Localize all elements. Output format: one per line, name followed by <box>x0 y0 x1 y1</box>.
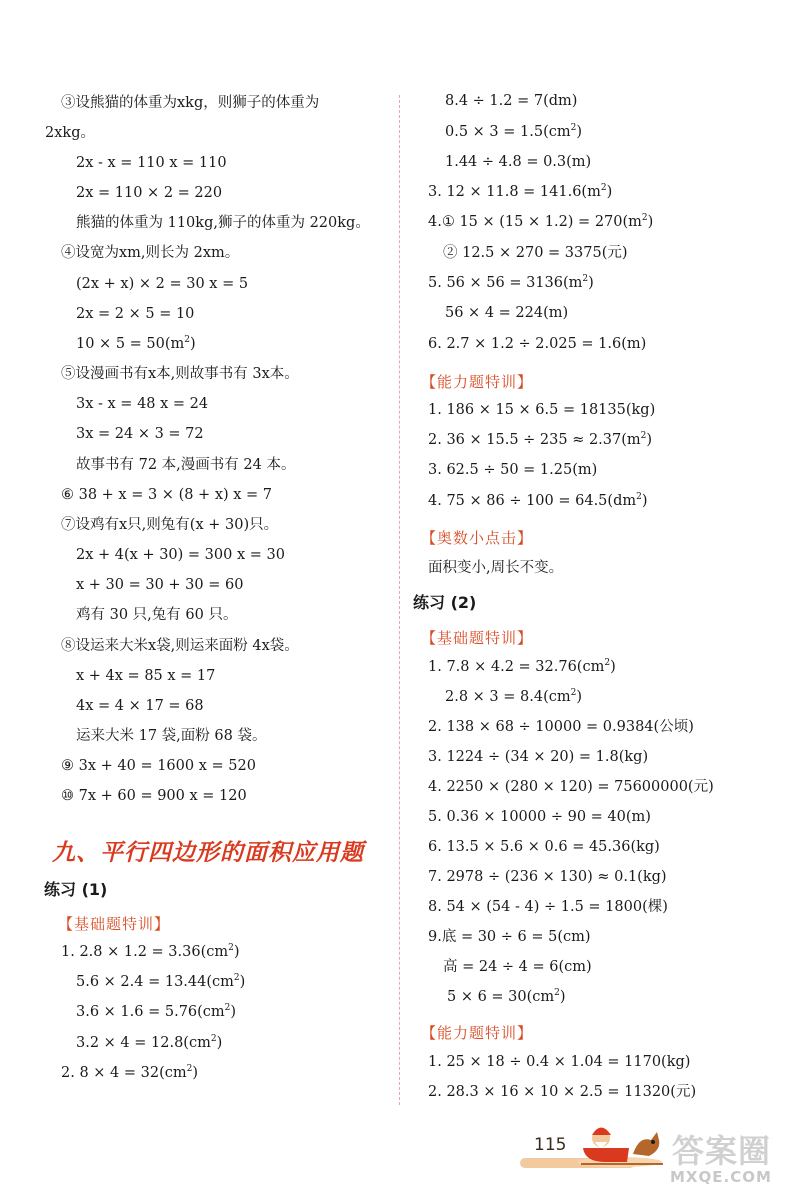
equation-line: 4. $75 \times 86 \div 100 = 64.5(dm^2)$ <box>428 492 648 509</box>
equation-line: $2.8 \times 3 = 8.4(cm^2)$ <box>445 688 583 705</box>
sleigh-decoration-icon <box>575 1118 665 1174</box>
section-tag: 【能力题特训】 <box>421 373 534 391</box>
equation-line: 3x = 24 × 3 = 72 <box>76 426 204 442</box>
equation-line: 1.44 ÷ 4.8 = 0.3(m) <box>445 154 592 170</box>
equation-line: $3.2 \times 4 = 12.8(cm^2)$ <box>76 1034 223 1051</box>
text-line: 2xkg。 <box>45 125 95 141</box>
equation-line: 高 = 24 ÷ 4 = 6(cm) <box>443 959 592 975</box>
answer-line: 故事书有 72 本,漫画书有 24 本。 <box>76 457 296 473</box>
equation-line: ⑨ 3x + 40 = 1600 x = 520 <box>61 758 256 774</box>
equation-line: 3. $12 \times 11.8 = 141.6(m^2)$ <box>428 183 613 200</box>
section-tag: 【基础题特训】 <box>58 915 171 933</box>
equation-line: $0.5 \times 3 = 1.5(cm^2)$ <box>445 123 583 140</box>
answer-line: 熊猫的体重为 110kg,狮子的体重为 220kg。 <box>76 215 370 231</box>
text-line: ⑤设漫画书有x本,则故事书有 3x本。 <box>61 366 299 382</box>
equation-line: 1. $2.8 \times 1.2 = 3.36(cm^2)$ <box>61 943 240 960</box>
equation-line: 6. 13.5 × 5.6 × 0.6 = 45.36(kg) <box>428 839 660 855</box>
equation-line: 8.4 ÷ 1.2 = 7(dm) <box>445 93 578 109</box>
equation-line: 2. 28.3 × 16 × 10 × 2.5 = 11320(元) <box>428 1084 697 1100</box>
equation-line: 2x = 2 × 5 = 10 <box>76 306 195 322</box>
text-line: ⑧设运来大米x袋,则运来面粉 4x袋。 <box>61 638 299 654</box>
equation-line: 4. 2250 × (280 × 120) = 75600000(元) <box>428 779 714 795</box>
section-tag: 【能力题特训】 <box>421 1024 534 1042</box>
equation-line: 2x = 110 × 2 = 220 <box>76 185 223 201</box>
answer-line: 面积变小,周长不变。 <box>428 560 564 576</box>
chapter-title: 九、平行四边形的面积应用题 <box>52 840 364 866</box>
equation-line: 2. $8 \times 4 = 32(cm^2)$ <box>61 1064 199 1081</box>
equation-line: 1. $7.8 \times 4.2 = 32.76(cm^2)$ <box>428 658 616 675</box>
equation-line: 7. 2978 ÷ (236 × 130) ≈ 0.1(kg) <box>428 869 667 885</box>
answer-line: 鸡有 30 只,兔有 60 只。 <box>76 607 238 623</box>
equation-line: $3.6 \times 1.6 = 5.76(cm^2)$ <box>76 1003 237 1020</box>
text-line: ③设熊猫的体重为xkg，则狮子的体重为 <box>61 95 320 111</box>
equation-line: 1. 186 × 15 × 6.5 = 18135(kg) <box>428 402 656 418</box>
equation-line: 2. $36 \times 15.5 \div 235 \approx 2.37(m^2)$ <box>428 431 653 448</box>
column-divider <box>399 95 400 1105</box>
text-line: ④设宽为xm,则长为 2xm。 <box>61 245 240 261</box>
answer-line: 运来大米 17 袋,面粉 68 袋。 <box>76 728 267 744</box>
equation-line: 8. 54 × (54 - 4) ÷ 1.5 = 1800(棵) <box>428 899 668 915</box>
equation-line: 1. 25 × 18 ÷ 0.4 × 1.04 = 1170(kg) <box>428 1054 691 1070</box>
equation-line: 2. 138 × 68 ÷ 10000 = 0.9384(公顷) <box>428 719 694 735</box>
equation-line: ⑩ 7x + 60 = 900 x = 120 <box>61 788 247 804</box>
equation-line: $5.6 \times 2.4 = 13.44(cm^2)$ <box>76 973 246 990</box>
practice-heading: 练习 (2) <box>413 593 477 612</box>
equation-line: 2x - x = 110 x = 110 <box>76 155 227 171</box>
equation-line: 2x + 4(x + 30) = 300 x = 30 <box>76 547 285 563</box>
equation-line: 3. 62.5 ÷ 50 = 1.25(m) <box>428 462 598 478</box>
equation-line: x + 4x = 85 x = 17 <box>76 668 216 684</box>
equation-line: 4x = 4 × 17 = 68 <box>76 698 204 714</box>
practice-heading: 练习 (1) <box>44 880 108 899</box>
watermark-url: MXQE.COM <box>670 1168 772 1186</box>
equation-line: (2x + x) × 2 = 30 x = 5 <box>76 276 249 292</box>
equation-line: $10 \times 5 = 50(m^2)$ <box>76 335 196 352</box>
equation-line: 5. 0.36 × 10000 ÷ 90 = 40(m) <box>428 809 651 825</box>
equation-line: ⑥ 38 + x = 3 × (8 + x) x = 7 <box>61 487 273 503</box>
equation-line: 56 × 4 = 224(m) <box>445 305 569 321</box>
equation-line: ② 12.5 × 270 = 3375(元) <box>443 245 628 261</box>
equation-line: 3x - x = 48 x = 24 <box>76 396 209 412</box>
section-tag: 【基础题特训】 <box>421 629 534 647</box>
equation-line: 5. $56 \times 56 = 3136(m^2)$ <box>428 274 594 291</box>
equation-line: x + 30 = 30 + 30 = 60 <box>76 577 244 593</box>
page-number: 115 <box>534 1135 567 1155</box>
equation-line: 6. 2.7 × 1.2 ÷ 2.025 = 1.6(m) <box>428 336 647 352</box>
section-tag: 【奥数小点击】 <box>421 529 534 547</box>
equation-line: $5 \times 6 = 30(cm^2)$ <box>447 988 566 1005</box>
text-line: ⑦设鸡有x只,则兔有(x + 30)只。 <box>61 517 279 533</box>
watermark-logo: 答案圈 <box>672 1132 772 1170</box>
equation-line: 3. 1224 ÷ (34 × 20) = 1.8(kg) <box>428 749 649 765</box>
equation-line: 4.① $15 \times (15 \times 1.2) = 270(m^2)$ <box>428 213 654 230</box>
equation-line: 9.底 = 30 ÷ 6 = 5(cm) <box>428 929 591 945</box>
